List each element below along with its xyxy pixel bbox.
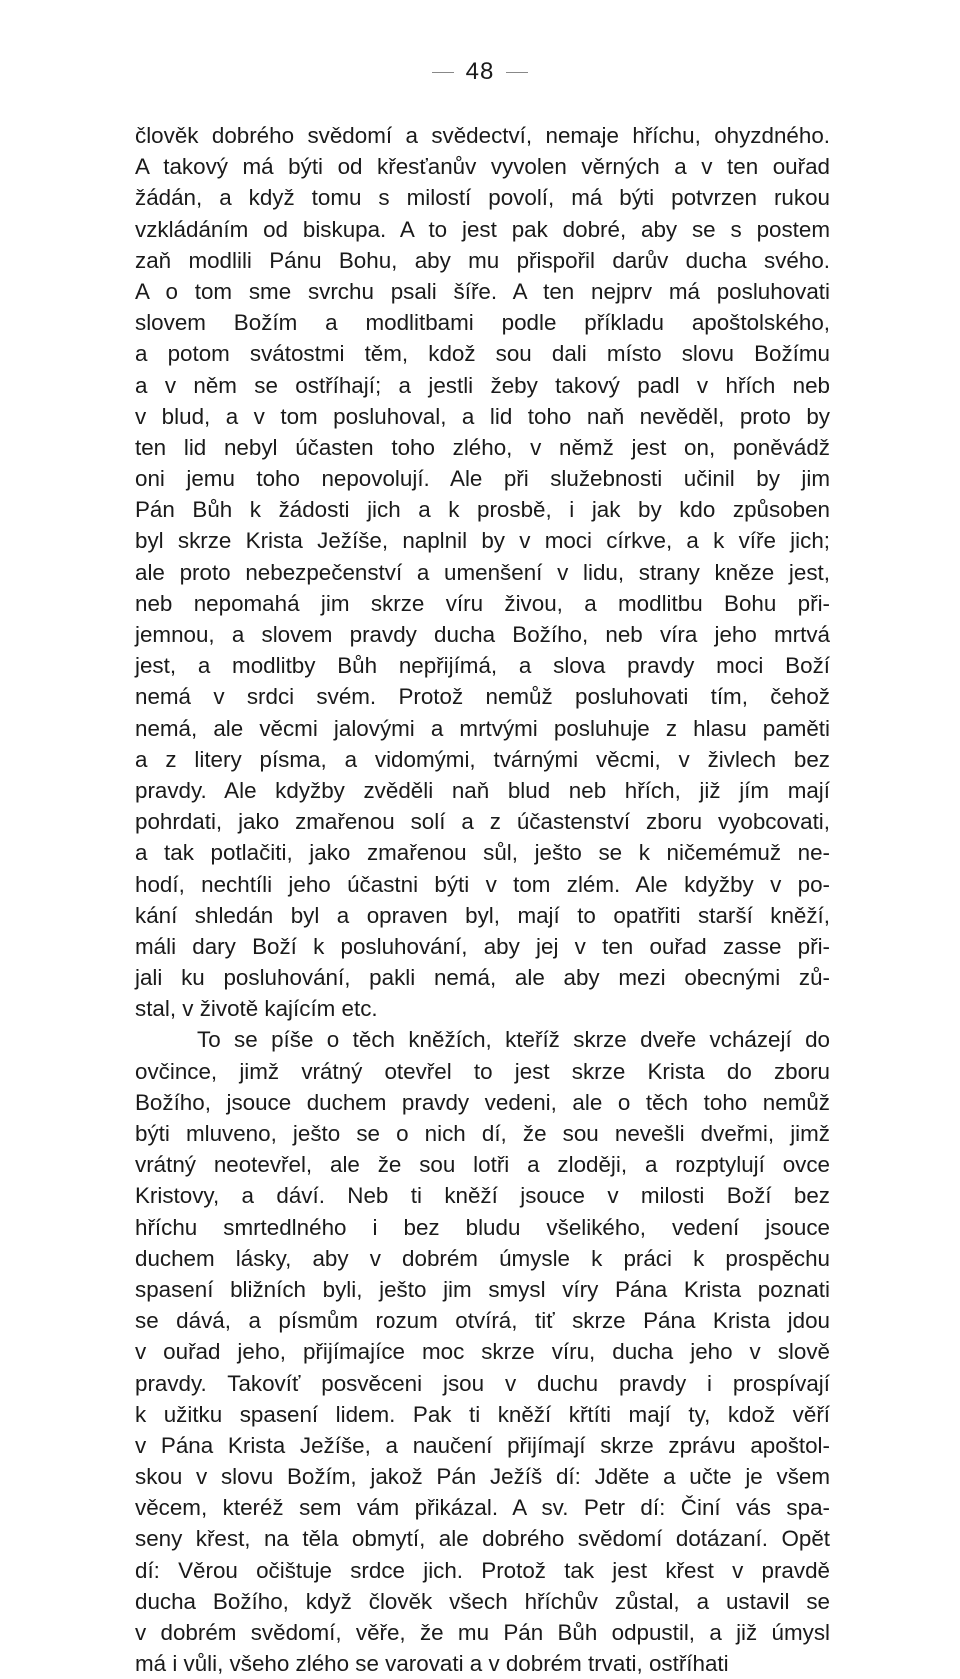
text-line: hříchu smrtedlného i bez bludu všelikého, vedení jsouce bbox=[135, 1214, 830, 1240]
text-line: oni jemu toho nepovolují. Ale při služebnosti učinil by jim bbox=[135, 466, 830, 492]
text-line: duchem lásky, aby v dobrém úmysle k práci k prospěchu bbox=[135, 1245, 830, 1271]
text-line: vzkládáním od biskupa. A to jest pak dobré, aby se s postem bbox=[135, 216, 830, 242]
text-line: jemnou, a slovem pravdy ducha Božího, neb víra jeho mrtvá bbox=[135, 622, 830, 647]
page-header bbox=[0, 58, 960, 86]
text-line: a tak potlačiti, jako zmařenou sůl, ješto se k ničemémuž ne- bbox=[135, 840, 830, 866]
text-line: byl skrze Krista Ježíše, naplnil by v moci církve, a k víře jich; bbox=[135, 528, 830, 554]
text-line: Pán Bůh k žádosti jich a k prosbě, i jak by kdo způsoben bbox=[135, 497, 830, 523]
text-line: skou v slovu Božím, jakož Pán Ježíš dí: Jděte a učte je všem bbox=[135, 1464, 830, 1490]
text-line: v Pána Krista Ježíše, a naučení přijímají skrze zprávu apoštol- bbox=[135, 1432, 830, 1458]
header-dash-right bbox=[506, 72, 528, 73]
text-line: stal, v životě kajícím etc. bbox=[135, 996, 378, 1022]
paragraph bbox=[135, 1024, 830, 1679]
text-line: v blud, a v tom posluhoval, a lid toho naň nevěděl, proto by bbox=[135, 403, 830, 429]
text-line: nemá, ale věcmi jalovými a mrtvými posluhuje z hlasu paměti bbox=[135, 715, 830, 741]
text-line: ale proto nebezpečenství a umenšení v lidu, strany kněze jest, bbox=[135, 559, 830, 585]
text-line: spasení bližních byli, ješto jim smysl víry Pána Krista poznati bbox=[135, 1276, 830, 1302]
text-line: Kristovy, a dáví. Neb ti kněží jsouce v milosti Boží bez bbox=[135, 1183, 830, 1209]
text-line: máli dary Boží k posluhování, aby jej v ten ouřad zasse při- bbox=[135, 933, 830, 959]
text-line: člověk dobrého svědomí a svědectví, nemaje hříchu, ohyzdného. bbox=[135, 123, 830, 148]
text-line: k užitku spasení lidem. Pak ti kněží křtíti mají ty, kdož věří bbox=[135, 1401, 830, 1427]
text-line: a v něm se ostříhají; a jestli žeby takový padl v hřích neb bbox=[135, 372, 830, 398]
text-line: a potom svátostmi těm, kdož sou dali místo slovu Božímu bbox=[135, 341, 830, 367]
text-line: A takový má býti od křesťanův vyvolen věrných a v ten ouřad bbox=[135, 154, 830, 180]
text-line: jest, a modlitby Bůh nepřijímá, a slova pravdy moci Boží bbox=[135, 653, 830, 679]
paragraph bbox=[135, 120, 830, 1024]
text-line: ovčince, jimž vrátný otevřel to jest skrze Krista do zboru bbox=[135, 1058, 830, 1084]
text-line: vrátný neotevřel, ale že sou lotři a zloději, a rozptylují ovce bbox=[135, 1152, 830, 1178]
text-line: v ouřad jeho, přijímajíce moc skrze víru, ducha jeho v slově bbox=[135, 1339, 830, 1365]
text-line: A o tom sme svrchu psali šíře. A ten nejprv má posluhovati bbox=[135, 278, 830, 304]
text-line: kání shledán byl a opraven byl, mají to opatřiti starší kněží, bbox=[135, 902, 830, 928]
text-line: pravdy. Takovíť posvěceni jsou v duchu pravdy i prospívají bbox=[135, 1370, 830, 1396]
text-line: ducha Božího, když člověk všech hříchův zůstal, a ustavil se bbox=[135, 1588, 830, 1614]
text-line: To se píše o těch kněžích, kteříž skrze dveře vcházejí do bbox=[197, 1027, 830, 1053]
text-line: zaň modlili Pánu Bohu, aby mu přispořil darův ducha svého. bbox=[135, 247, 830, 273]
body-text bbox=[135, 120, 830, 1679]
text-line: věcem, kteréž sem vám přikázal. A sv. Petr dí: Činí vás spa- bbox=[135, 1495, 830, 1521]
text-line: pohrdati, jako zmařenou solí a z účastenství zboru vyobcovati, bbox=[135, 809, 830, 835]
text-line: seny křest, na těla obmytí, ale dobrého svědomí dotázaní. Opět bbox=[135, 1526, 830, 1552]
text-line: býti mluveno, ješto se o nich dí, že sou nevešli dveřmi, jimž bbox=[135, 1121, 830, 1146]
text-line: jali ku posluhování, pakli nemá, ale aby mezi obecnými zů- bbox=[135, 965, 830, 991]
text-line: nemá v srdci svém. Protož nemůž posluhovati tím, čehož bbox=[135, 684, 830, 710]
text-line: v dobrém svědomí, věře, že mu Pán Bůh odpustil, a již úmysl bbox=[135, 1620, 830, 1645]
text-line: má i vůli, všeho zlého se varovati a v dobrém trvati, ostříhati bbox=[135, 1651, 729, 1677]
text-line: neb nepomahá jim skrze víru živou, a modlitbu Bohu při- bbox=[135, 590, 830, 616]
text-line: ten lid nebyl účasten toho zlého, v němž jest on, poněvádž bbox=[135, 434, 830, 460]
text-line: dí: Věrou očištuje srdce jich. Protož tak jest křest v pravdě bbox=[135, 1557, 830, 1583]
text-line: žádán, a když tomu s milostí povolí, má býti potvrzen rukou bbox=[135, 185, 830, 211]
text-line: Božího, jsouce duchem pravdy vedeni, ale o těch toho nemůž bbox=[135, 1089, 830, 1115]
text-line: a z litery písma, a vidomými, tvárnými věcmi, v živlech bez bbox=[135, 746, 830, 772]
text-line: se dává, a písmům rozum otvírá, tiť skrze Pána Krista jdou bbox=[135, 1308, 830, 1334]
text-line: hodí, nechtíli jeho účastni býti v tom zlém. Ale kdyžby v po- bbox=[135, 871, 830, 897]
text-line: slovem Božím a modlitbami podle příkladu apoštolského, bbox=[135, 310, 830, 336]
header-dash-left bbox=[432, 72, 454, 73]
text-line: pravdy. Ale kdyžby zvěděli naň blud neb hřích, již jím mají bbox=[135, 777, 830, 803]
page-number: 48 bbox=[465, 58, 495, 85]
